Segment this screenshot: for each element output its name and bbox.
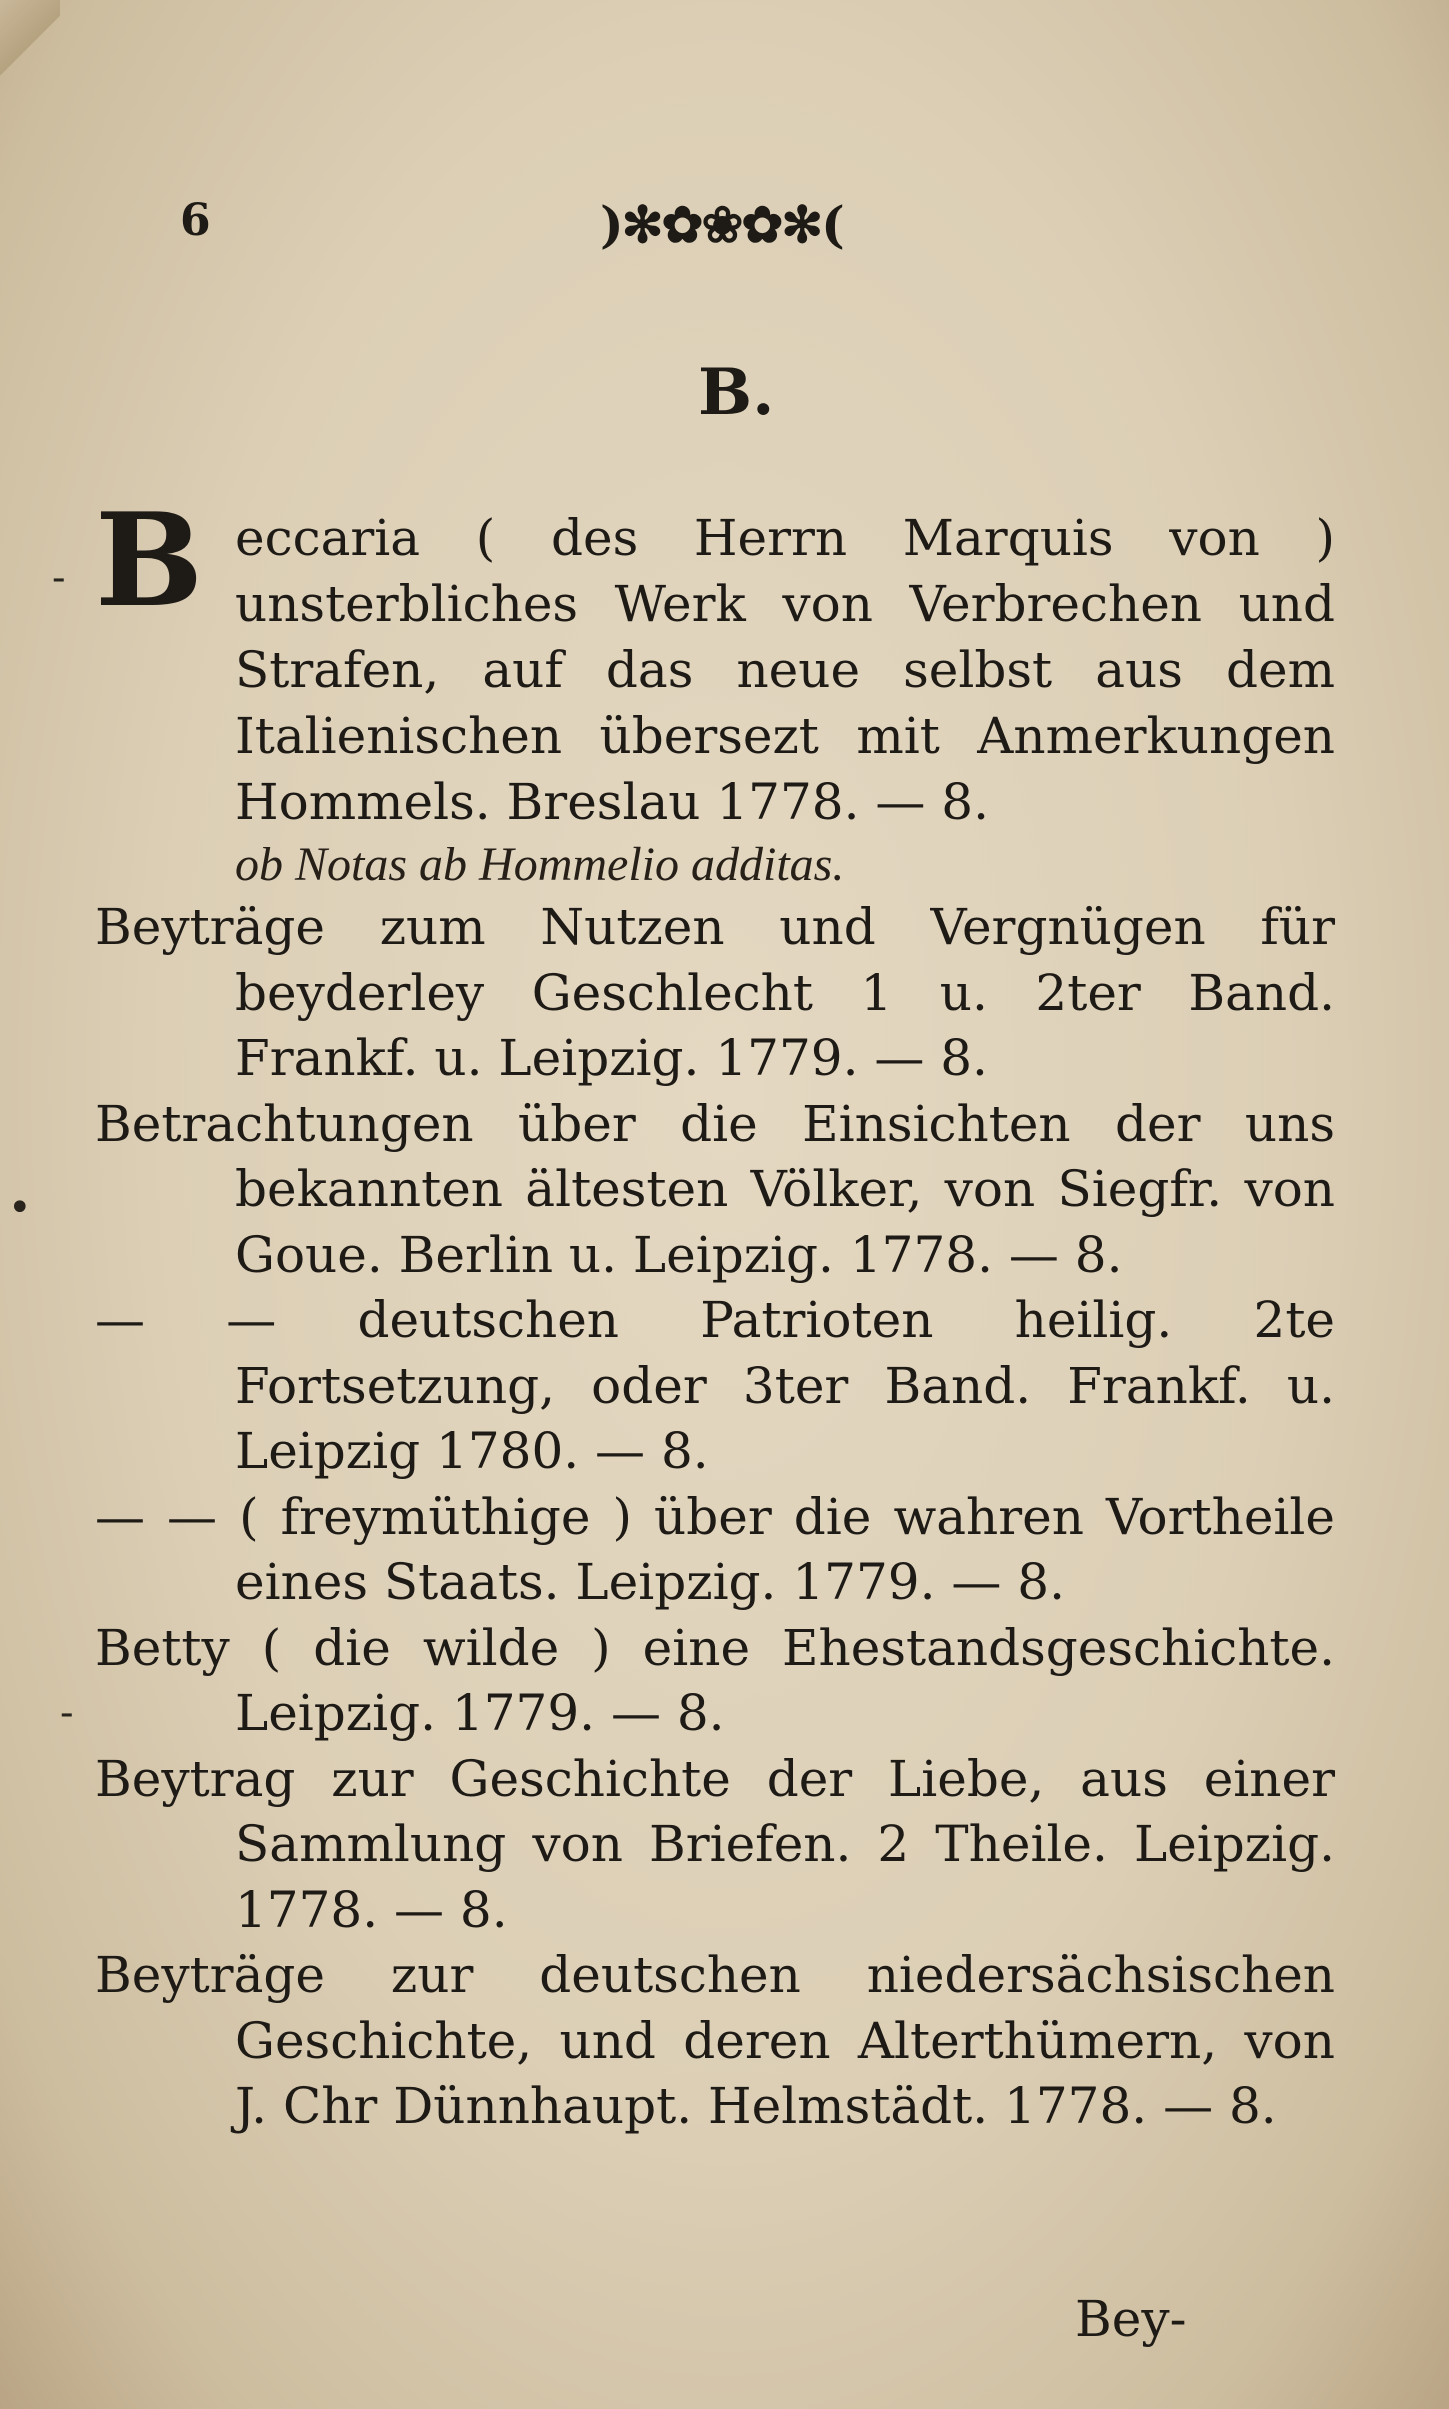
bibliography-entry: Betty ( die wilde ) eine Ehestandsgeschichte. Leipzig. 1779. — 8. [95,1618,1335,1742]
margin-dash-mark: - [60,1690,74,1736]
bibliography-list [95,486,1335,2140]
bibliography-entry [95,486,1335,835]
section-heading: B. [698,355,775,430]
catchword: Bey- [1075,2290,1187,2348]
margin-dash-mark: - [52,555,66,601]
bibliography-entry: Beyträge zum Nutzen und Vergnügen für beyderley Geschlecht 1 u. 2ter Band. Frankf. u. Leipzig. 1779. — 8. [95,898,1335,1087]
drop-cap: B [95,486,204,636]
margin-dot-mark: • [8,1185,32,1231]
bibliography-entry: — — deutschen Patrioten heilig. 2te Fortsetzung, oder 3ter Band. Frankf. u. Leipzig 1780. — 8. [95,1291,1335,1480]
page-number: 6 [180,195,211,246]
header-ornament: )✻✿❀✿✻( [600,195,843,254]
page-header [0,195,1449,265]
entry-text: eccaria ( des Herrn Marquis von ) unsterbliches Werk von Verbrechen und Strafen, auf das neue selbst aus dem Italienischen übersezt mit Anmerkungen Hommels. Breslau 1778. — 8. [235,509,1335,831]
bibliography-entry: Beytrag zur Geschichte der Liebe, aus einer Sammlung von Briefen. 2 Theile. Leipzig. 1778. — 8. [95,1749,1335,1939]
bibliography-entry: Betrachtungen über die Einsichten der uns bekannten ältesten Völker, von Siegfr. von Goue. Berlin u. Leipzig. 1778. — 8. [95,1094,1335,1284]
latin-note: ob Notas ab Hommelio additas. [235,838,845,891]
bibliography-entry: — — ( freymüthige ) über die wahren Vortheile eines Staats. Leipzig. 1779. — 8. [95,1487,1335,1611]
folded-corner [0,0,60,90]
bibliography-entry: Beyträge zur deutschen niedersächsischen Geschichte, und deren Alterthümern, von J. Chr Dünnhaupt. Helmstädt. 1778. — 8. [95,1946,1335,2135]
